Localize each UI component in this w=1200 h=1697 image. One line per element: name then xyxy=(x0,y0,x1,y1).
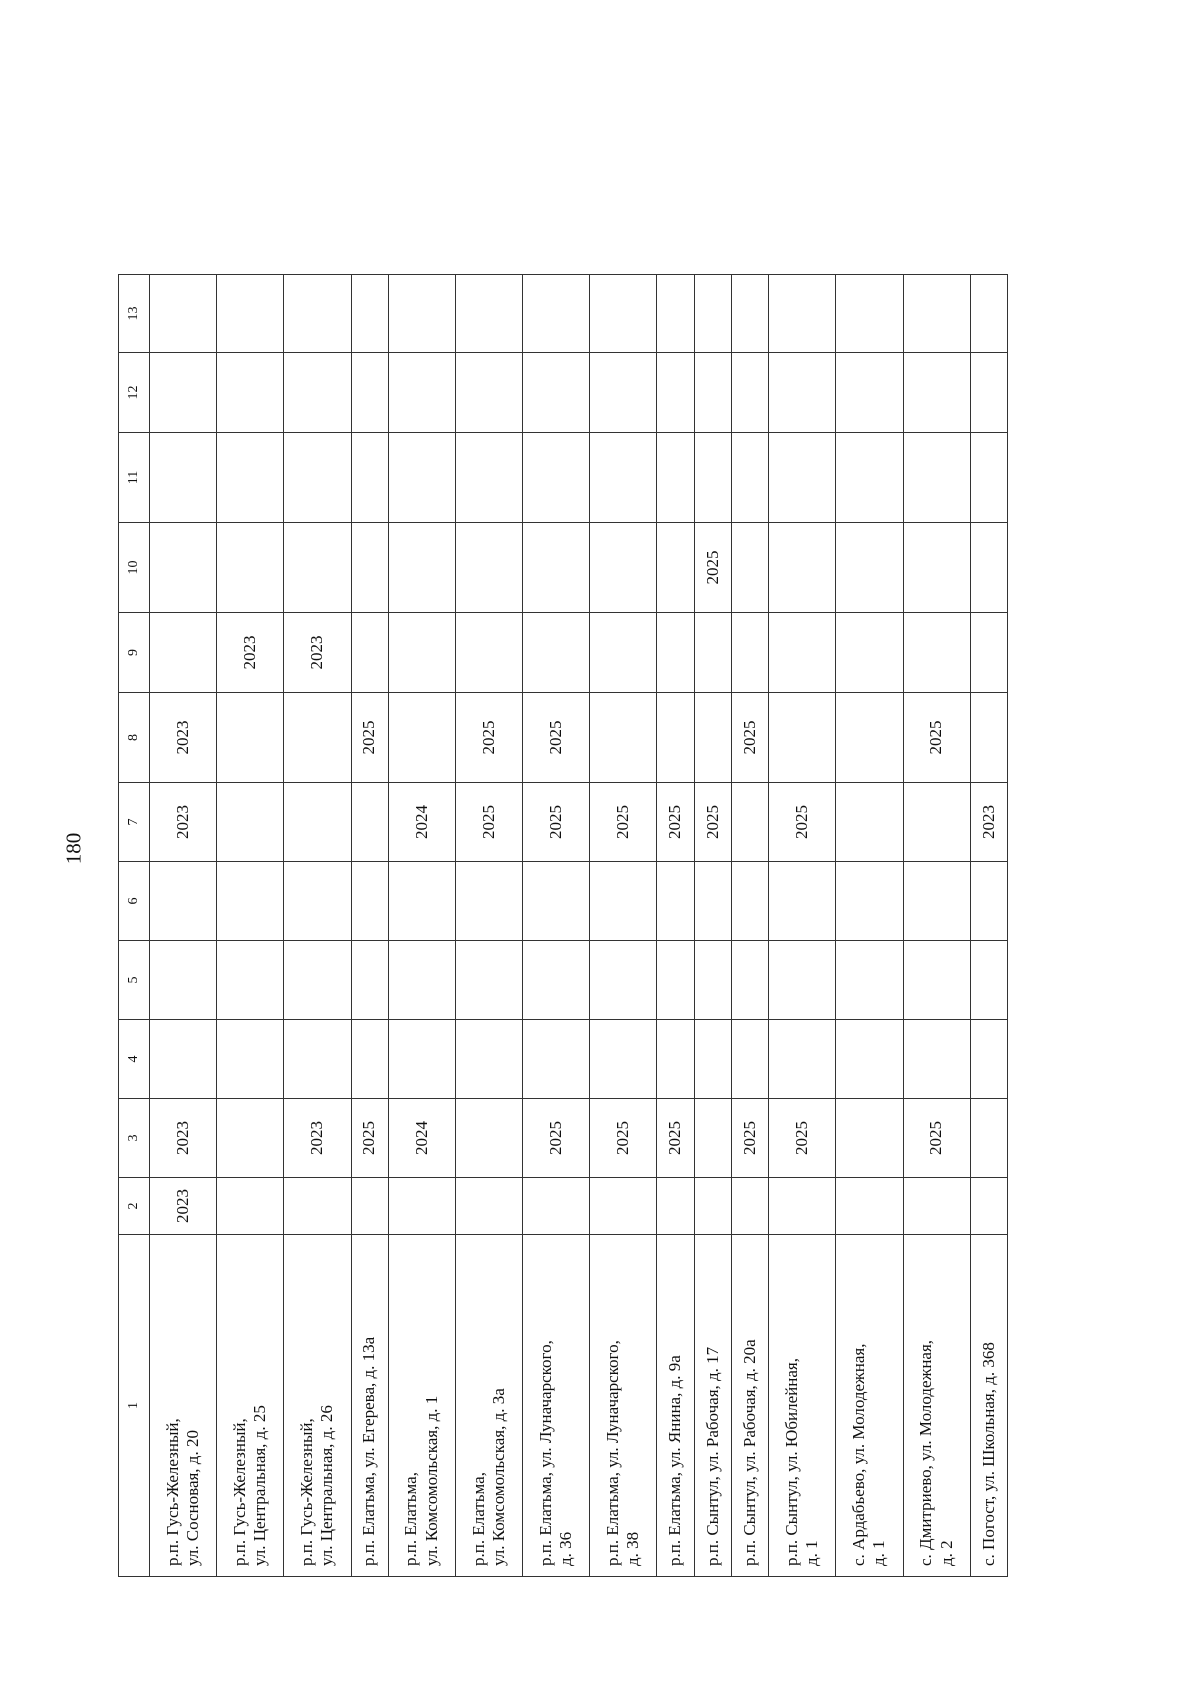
year-cell xyxy=(284,275,351,353)
year-cell xyxy=(150,433,217,523)
year-cell xyxy=(836,1178,903,1235)
year-cell xyxy=(150,941,217,1020)
year-cell xyxy=(731,941,768,1020)
year-cell xyxy=(657,275,694,353)
address-cell: р.п. Елатьма, ул. Егерева, д. 13а xyxy=(351,1235,388,1577)
year-cell xyxy=(970,353,1007,433)
year-cell xyxy=(769,523,836,613)
table-row xyxy=(388,275,455,1577)
year-cell xyxy=(455,941,522,1020)
year-cell xyxy=(590,523,657,613)
year-cell xyxy=(590,433,657,523)
year-cell xyxy=(657,862,694,941)
year-cell: 2025 xyxy=(769,783,836,862)
column-header-13: 13 xyxy=(119,275,150,353)
year-cell xyxy=(150,1020,217,1099)
year-cell xyxy=(217,433,284,523)
year-cell: 2025 xyxy=(590,783,657,862)
year-cell xyxy=(523,353,590,433)
year-cell xyxy=(388,862,455,941)
column-header-1: 1 xyxy=(119,1235,150,1577)
year-cell xyxy=(836,693,903,783)
year-cell: 2025 xyxy=(523,1099,590,1178)
page-number xyxy=(60,818,88,878)
year-cell xyxy=(903,783,970,862)
table-row xyxy=(836,275,903,1577)
year-cell xyxy=(455,353,522,433)
year-cell xyxy=(523,523,590,613)
year-cell xyxy=(903,613,970,693)
year-cell xyxy=(694,941,731,1020)
year-cell xyxy=(523,1020,590,1099)
column-header-12: 12 xyxy=(119,353,150,433)
year-cell xyxy=(836,1099,903,1178)
year-cell: 2025 xyxy=(903,693,970,783)
year-cell xyxy=(769,433,836,523)
year-cell xyxy=(836,353,903,433)
year-cell xyxy=(351,1020,388,1099)
year-cell xyxy=(731,353,768,433)
year-cell xyxy=(769,275,836,353)
column-header-7: 7 xyxy=(119,783,150,862)
year-cell xyxy=(836,523,903,613)
year-cell xyxy=(284,1178,351,1235)
year-cell xyxy=(455,613,522,693)
year-cell xyxy=(590,693,657,783)
year-cell xyxy=(731,433,768,523)
column-header-10: 10 xyxy=(119,523,150,613)
year-cell xyxy=(836,1020,903,1099)
year-cell xyxy=(731,613,768,693)
year-cell xyxy=(694,1020,731,1099)
year-cell xyxy=(455,862,522,941)
year-cell xyxy=(284,353,351,433)
year-cell: 2025 xyxy=(523,783,590,862)
address-cell: с. Дмитриево, ул. Молодежная, д. 2 xyxy=(903,1235,970,1577)
year-cell xyxy=(217,862,284,941)
year-cell xyxy=(351,941,388,1020)
year-cell xyxy=(903,1020,970,1099)
year-cell xyxy=(523,433,590,523)
year-cell xyxy=(970,523,1007,613)
address-cell: р.п. Гусь-Железный, ул. Центральная, д. 26 xyxy=(284,1235,351,1577)
year-cell xyxy=(836,862,903,941)
year-cell xyxy=(150,353,217,433)
year-cell xyxy=(657,613,694,693)
year-cell xyxy=(731,783,768,862)
year-cell: 2025 xyxy=(455,693,522,783)
year-cell xyxy=(694,613,731,693)
year-cell xyxy=(731,1178,768,1235)
year-cell xyxy=(970,1099,1007,1178)
year-cell xyxy=(217,353,284,433)
year-cell: 2025 xyxy=(351,693,388,783)
address-cell: р.п. Сынтул, ул. Юбилейная, д. 1 xyxy=(769,1235,836,1577)
year-cell xyxy=(970,693,1007,783)
year-cell xyxy=(455,1099,522,1178)
year-cell xyxy=(284,941,351,1020)
year-cell: 2025 xyxy=(694,783,731,862)
year-cell xyxy=(970,433,1007,523)
year-cell xyxy=(657,1020,694,1099)
year-cell xyxy=(657,1178,694,1235)
year-cell xyxy=(388,1020,455,1099)
year-cell xyxy=(217,1020,284,1099)
year-cell xyxy=(903,275,970,353)
year-cell xyxy=(694,1178,731,1235)
year-cell xyxy=(590,1178,657,1235)
year-cell: 2023 xyxy=(284,1099,351,1178)
year-cell xyxy=(523,613,590,693)
table-row xyxy=(903,275,970,1577)
year-cell xyxy=(150,523,217,613)
table-row xyxy=(590,275,657,1577)
column-header-2: 2 xyxy=(119,1178,150,1235)
year-cell xyxy=(731,275,768,353)
year-cell: 2025 xyxy=(657,783,694,862)
year-cell xyxy=(388,1178,455,1235)
year-cell xyxy=(284,523,351,613)
table-row xyxy=(731,275,768,1577)
year-cell xyxy=(694,353,731,433)
year-cell xyxy=(836,783,903,862)
year-cell xyxy=(388,613,455,693)
year-cell xyxy=(769,941,836,1020)
year-cell xyxy=(351,275,388,353)
address-cell: р.п. Сынтул, ул. Рабочая, д. 20а xyxy=(731,1235,768,1577)
year-cell xyxy=(836,275,903,353)
year-cell: 2025 xyxy=(657,1099,694,1178)
table-row xyxy=(150,275,217,1577)
year-cell xyxy=(590,353,657,433)
year-cell: 2025 xyxy=(455,783,522,862)
address-cell: р.п. Елатьма, ул. Комсомольская, д. 1 xyxy=(388,1235,455,1577)
year-cell xyxy=(970,275,1007,353)
year-cell xyxy=(351,523,388,613)
year-cell xyxy=(970,941,1007,1020)
year-cell xyxy=(657,523,694,613)
year-cell xyxy=(388,433,455,523)
year-cell xyxy=(903,862,970,941)
year-cell xyxy=(694,275,731,353)
address-cell: р.п. Елатьма, ул. Луначарского, д. 38 xyxy=(590,1235,657,1577)
year-cell: 2025 xyxy=(769,1099,836,1178)
year-cell xyxy=(523,862,590,941)
year-cell xyxy=(769,693,836,783)
year-cell xyxy=(657,353,694,433)
year-cell xyxy=(150,862,217,941)
year-cell xyxy=(769,353,836,433)
year-cell: 2023 xyxy=(150,1099,217,1178)
column-header-8: 8 xyxy=(119,693,150,783)
column-header-4: 4 xyxy=(119,1020,150,1099)
year-cell xyxy=(388,523,455,613)
data-table xyxy=(118,274,1008,1577)
year-cell xyxy=(388,275,455,353)
year-cell xyxy=(903,433,970,523)
year-cell xyxy=(388,693,455,783)
year-cell xyxy=(284,433,351,523)
year-cell xyxy=(351,613,388,693)
year-cell xyxy=(455,433,522,523)
year-cell: 2025 xyxy=(731,693,768,783)
year-cell xyxy=(150,275,217,353)
year-cell xyxy=(903,523,970,613)
year-cell xyxy=(217,1099,284,1178)
year-cell xyxy=(590,275,657,353)
address-cell: р.п. Сынтул, ул. Рабочая, д. 17 xyxy=(694,1235,731,1577)
page-number-text: 180 xyxy=(61,832,86,864)
address-cell: р.п. Елатьма, ул. Янина, д. 9а xyxy=(657,1235,694,1577)
year-cell xyxy=(694,693,731,783)
year-cell xyxy=(590,941,657,1020)
column-header-5: 5 xyxy=(119,941,150,1020)
address-cell: с. Погост, ул. Школьная, д. 368 xyxy=(970,1235,1007,1577)
table-row xyxy=(694,275,731,1577)
year-cell: 2023 xyxy=(150,1178,217,1235)
year-cell xyxy=(970,1178,1007,1235)
year-cell xyxy=(523,1178,590,1235)
table-row xyxy=(351,275,388,1577)
year-cell: 2023 xyxy=(150,783,217,862)
year-cell: 2023 xyxy=(284,613,351,693)
year-cell: 2025 xyxy=(903,1099,970,1178)
address-cell: с. Ардабьево, ул. Молодежная, д. 1 xyxy=(836,1235,903,1577)
year-cell: 2024 xyxy=(388,783,455,862)
year-cell xyxy=(351,862,388,941)
year-cell: 2025 xyxy=(694,523,731,613)
year-cell xyxy=(455,1178,522,1235)
year-cell xyxy=(388,941,455,1020)
year-cell xyxy=(523,275,590,353)
year-cell xyxy=(284,783,351,862)
year-cell: 2025 xyxy=(590,1099,657,1178)
year-cell xyxy=(903,941,970,1020)
year-cell xyxy=(351,783,388,862)
column-header-11: 11 xyxy=(119,433,150,523)
year-cell xyxy=(769,1020,836,1099)
year-cell xyxy=(217,783,284,862)
year-cell xyxy=(694,433,731,523)
year-cell xyxy=(217,1178,284,1235)
year-cell xyxy=(657,433,694,523)
table-row xyxy=(455,275,522,1577)
year-cell xyxy=(970,862,1007,941)
year-cell xyxy=(217,523,284,613)
year-cell xyxy=(657,693,694,783)
year-cell xyxy=(836,941,903,1020)
year-cell xyxy=(217,941,284,1020)
year-cell xyxy=(731,862,768,941)
year-cell: 2025 xyxy=(731,1099,768,1178)
year-cell xyxy=(590,1020,657,1099)
year-cell: 2024 xyxy=(388,1099,455,1178)
year-cell xyxy=(769,1178,836,1235)
year-cell xyxy=(731,523,768,613)
year-cell xyxy=(903,1178,970,1235)
year-cell xyxy=(217,275,284,353)
table-row xyxy=(284,275,351,1577)
year-cell xyxy=(388,353,455,433)
year-cell xyxy=(769,613,836,693)
year-cell: 2025 xyxy=(351,1099,388,1178)
year-cell xyxy=(657,941,694,1020)
address-cell: р.п. Елатьма, ул. Луначарского, д. 36 xyxy=(523,1235,590,1577)
table-container xyxy=(118,306,1008,1577)
year-cell xyxy=(455,523,522,613)
year-cell xyxy=(836,433,903,523)
table-row xyxy=(970,275,1007,1577)
table-row xyxy=(523,275,590,1577)
table-header-row xyxy=(119,275,150,1577)
year-cell xyxy=(694,862,731,941)
year-cell: 2023 xyxy=(217,613,284,693)
year-cell xyxy=(284,1020,351,1099)
address-cell: р.п. Елатьма, ул. Комсомольская, д. 3а xyxy=(455,1235,522,1577)
year-cell xyxy=(455,275,522,353)
table-row xyxy=(657,275,694,1577)
year-cell xyxy=(694,1099,731,1178)
year-cell xyxy=(970,613,1007,693)
column-header-3: 3 xyxy=(119,1099,150,1178)
year-cell xyxy=(590,862,657,941)
column-header-9: 9 xyxy=(119,613,150,693)
year-cell xyxy=(351,353,388,433)
table-row xyxy=(769,275,836,1577)
year-cell xyxy=(284,693,351,783)
address-cell: р.п. Гусь-Железный, ул. Центральная, д. 25 xyxy=(217,1235,284,1577)
column-header-6: 6 xyxy=(119,862,150,941)
year-cell xyxy=(836,613,903,693)
year-cell xyxy=(731,1020,768,1099)
year-cell xyxy=(970,1020,1007,1099)
year-cell xyxy=(217,693,284,783)
year-cell xyxy=(150,613,217,693)
table-row xyxy=(217,275,284,1577)
year-cell: 2023 xyxy=(970,783,1007,862)
address-cell: р.п. Гусь-Железный, ул. Сосновая, д. 20 xyxy=(150,1235,217,1577)
year-cell xyxy=(351,433,388,523)
year-cell: 2025 xyxy=(523,693,590,783)
year-cell xyxy=(769,862,836,941)
year-cell xyxy=(590,613,657,693)
year-cell xyxy=(455,1020,522,1099)
year-cell xyxy=(351,1178,388,1235)
year-cell xyxy=(284,862,351,941)
year-cell xyxy=(903,353,970,433)
year-cell xyxy=(523,941,590,1020)
year-cell: 2023 xyxy=(150,693,217,783)
